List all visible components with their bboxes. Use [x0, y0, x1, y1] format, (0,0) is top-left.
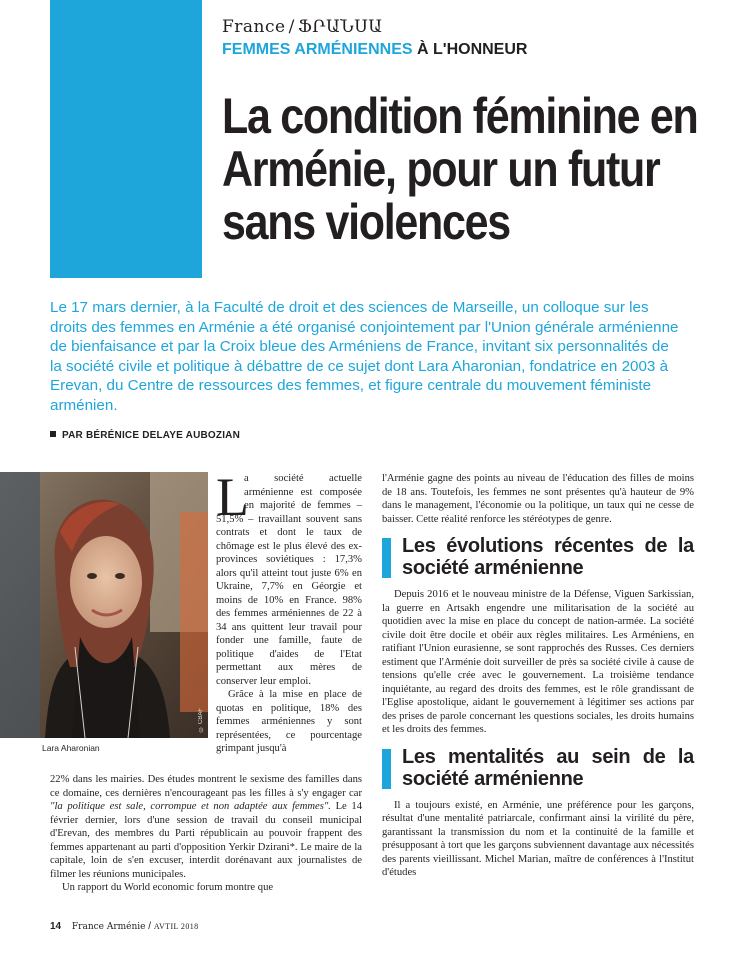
square-bullet-icon: [50, 431, 56, 437]
lead-paragraph: Le 17 mars dernier, à la Faculté de droit et des sciences de Marseille, un colloque sur les droits des femmes en Arménie a été organisé conjointement par l'Union générale arménienne de bienfaisance et par la Croix bleue des Arméniens de France, invitant six personnalités de la société civile et politique à débattre de ce sujet dont Lara Aharonian, fondatrice en 2003 à Erevan, du Centre de ressources des femmes, et figure centrale du mouvement féministe arménien.: [50, 299, 679, 414]
kicker: [222, 41, 527, 59]
article-column-2: [382, 472, 694, 880]
section-hy: ՖՐԱՆՍԱ: [297, 17, 383, 37]
article-paragraph-2-start: Grâce à la mise en place de quotas en politique, 18% des femmes arméniennes y sont représentées, ce pourcentage grimpant jusqu'à: [216, 689, 362, 754]
magazine-name: France Arménie: [71, 922, 146, 932]
page-number: 14: [50, 921, 62, 932]
kicker-dark: À L'HONNEUR: [416, 41, 528, 58]
article-column-side: [216, 467, 362, 756]
article-column-1-bottom: [50, 773, 362, 895]
paragraph-2-text-b: Le 14 février dernier, lors d'une session de travail du conseil municipal d'Erevan, des membres du Parti républicain au pouvoir frappent des femmes appartenant au parti d'opposition Yerkir Dzirani*. Le maire de la capitale, loin de s'en excuser, interdit dorénavant aux journalistes de filmer les réunions municipales.: [50, 801, 362, 880]
photo-credit: © CBAF: [198, 708, 204, 732]
byline: [50, 430, 240, 441]
portrait-photo: [0, 472, 208, 738]
paragraph-2-text-a: 22% dans les mairies. Des études montrent le sexisme des familles dans ce domaine, ces dernières n'encourageant pas les filles à s'y engager car: [50, 774, 362, 799]
section-fr: France: [222, 17, 286, 37]
dropcap-space: [216, 472, 244, 512]
page-title: La condition féminine en Arménie, pour un futur sans violences: [222, 88, 698, 250]
drop-cap: L: [216, 467, 249, 527]
footer-separator: /: [148, 921, 152, 932]
article-paragraph-1: a société actuelle arménienne est composée en majorité de femmes – 51,5% – travaillant souvent sans contrats et dont le taux de chômage est le plus élevé des ex-provinces soviétiques : 17,3% alors qu'il atteint tout juste 6% en Ukraine, 7,7% en Géorgie et moins de 10% en France. 98% des femmes arméniennes de 22 à 34 ans quittent leur travail pour fonder une famille, faute de politique d'aides de l'Etat permettant aux mères de conserver leur emploi.: [216, 473, 362, 687]
kicker-blue: FEMMES ARMÉNIENNES: [222, 41, 413, 58]
section-label: [222, 17, 383, 37]
subhead-evolutions-text: Les évolutions récentes de la société arménienne: [402, 535, 694, 579]
photo-caption: Lara Aharonian: [42, 743, 100, 753]
article-paragraph-2-cont: [50, 773, 362, 881]
article-paragraph-col2-1: l'Arménie gagne des points au niveau de l'éducation des filles de moins de 18 ans. Toutefois, les femmes ne sont présentes qu'à hauteur de 9% dans le management, l'économie ou la politique, un taux qui ne cesse de baisser. Cette réalité renforce les stéréotypes de genre.: [382, 473, 694, 525]
subhead-stripe: [382, 749, 391, 789]
subhead-evolutions: [382, 535, 694, 579]
political-quote: "la politique est sale, corrompue et non adaptée aux femmes".: [50, 801, 331, 812]
section-separator: /: [288, 17, 295, 37]
issue-date: AVTIL 2018: [153, 922, 199, 931]
article-paragraph-col2-3: Il a toujours existé, en Arménie, une préférence pour les garçons, résultat d'une mentalité patriarcale, confirmant ainsi la virilité du père, garantissant la transmission du nom et la continuité de la famille et présupposant à tort que les garçons subviennent davantage aux nécessités des parents vieillissant. Michel Marian, maître de conférences à l'Institut d'études: [382, 799, 694, 878]
byline-text: PAR BÉRÉNICE DELAYE AUBOZIAN: [62, 430, 241, 441]
article-paragraph-col2-2: Depuis 2016 et le nouveau ministre de la Défense, Viguen Sarkissian, la guerre en Artsakh engendre une militarisation de la société au quotidien avec la mise en place du concept de nation-armée. La société civile doit être docile et obéir aux règles militaires. Les Arméniens, en ratifiant l'Union eurasienne, se sont rapprochés des Russes. Ces derniers estiment que l'Arménie doit surveiller de près sa société civile à cause de tensions qu'elle crée avec le gouvernement. La troisième tendance inquiétante, au regard des droits des femmes, est le rôle grandissant de l'Eglise apostolique, aidant le gouvernement à légitimer ses actions par des prises de parole concernant les questions sociales, les droits humains et les droits des femmes.: [382, 589, 694, 735]
subhead-mentalites-text: Les mentalités au sein de la société arménienne: [402, 745, 694, 790]
page-footer: [50, 921, 199, 932]
article-paragraph-3-start: Un rapport du World economic forum montre que: [62, 882, 274, 893]
portrait-illustration: [0, 472, 208, 738]
subhead-stripe: [382, 538, 391, 578]
subhead-mentalites: [382, 746, 694, 790]
accent-bar: [50, 0, 202, 278]
